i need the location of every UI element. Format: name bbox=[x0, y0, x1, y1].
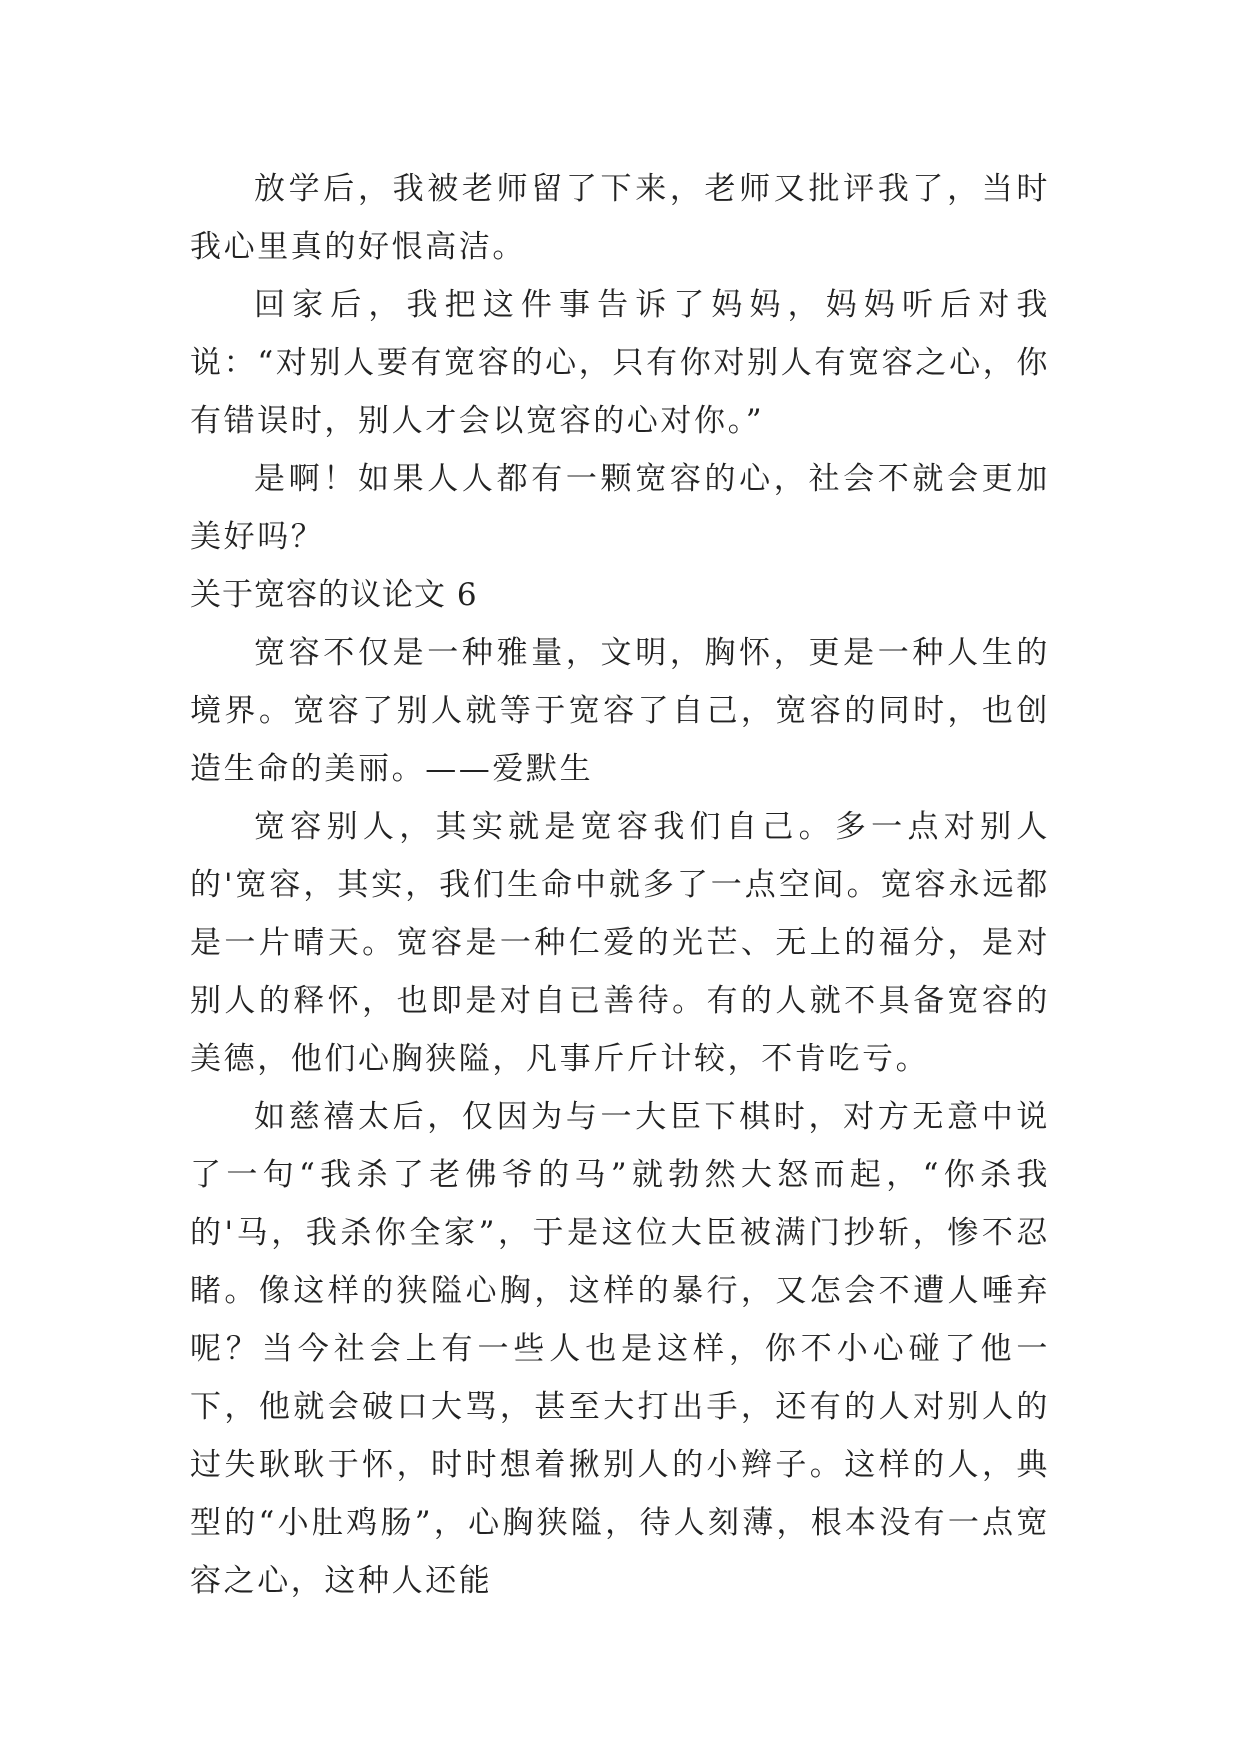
paragraph: 如慈禧太后，仅因为与一大臣下棋时，对方无意中说了一句“我杀了老佛爷的马”就勃然大怒而起，“你杀我的'马，我杀你全家”，于是这位大臣被满门抄斩，惨不忍睹。像这样的狭隘心胸，这样的暴行，又怎会不遭人唾弃呢？当今社会上有一些人也是这样，你不小心碰了他一下，他就会破口大骂，甚至大打出手，还有的人对别人的过失耿耿于怀，时时想着揪别人的小辫子。这样的人，典型的“小肚鸡肠”，心胸狭隘，待人刻薄，根本没有一点宽容之心，这种人还能 bbox=[190, 1099, 1050, 1599]
paragraph: 是啊！如果人人都有一颗宽容的心，社会不就会更加美好吗？ bbox=[190, 461, 1050, 555]
section-heading: 关于宽容的议论文 6 bbox=[190, 577, 478, 613]
document-body bbox=[190, 160, 1050, 1610]
paragraph: 回家后，我把这件事告诉了妈妈，妈妈听后对我说：“对别人要有宽容的心，只有你对别人有宽容之心，你有错误时，别人才会以宽容的心对你。” bbox=[190, 287, 1050, 439]
paragraph: 宽容不仅是一种雅量，文明，胸怀，更是一种人生的境界。宽容了别人就等于宽容了自己，宽容的同时，也创造生命的美丽。——爱默生 bbox=[190, 635, 1050, 787]
paragraph: 宽容别人，其实就是宽容我们自己。多一点对别人的'宽容，其实，我们生命中就多了一点空间。宽容永远都是一片晴天。宽容是一种仁爱的光芒、无上的福分，是对别人的释怀，也即是对自已善待。有的人就不具备宽容的美德，他们心胸狭隘，凡事斤斤计较，不肯吃亏。 bbox=[190, 809, 1050, 1077]
paragraph: 放学后，我被老师留了下来，老师又批评我了，当时我心里真的好恨高洁。 bbox=[190, 171, 1050, 265]
